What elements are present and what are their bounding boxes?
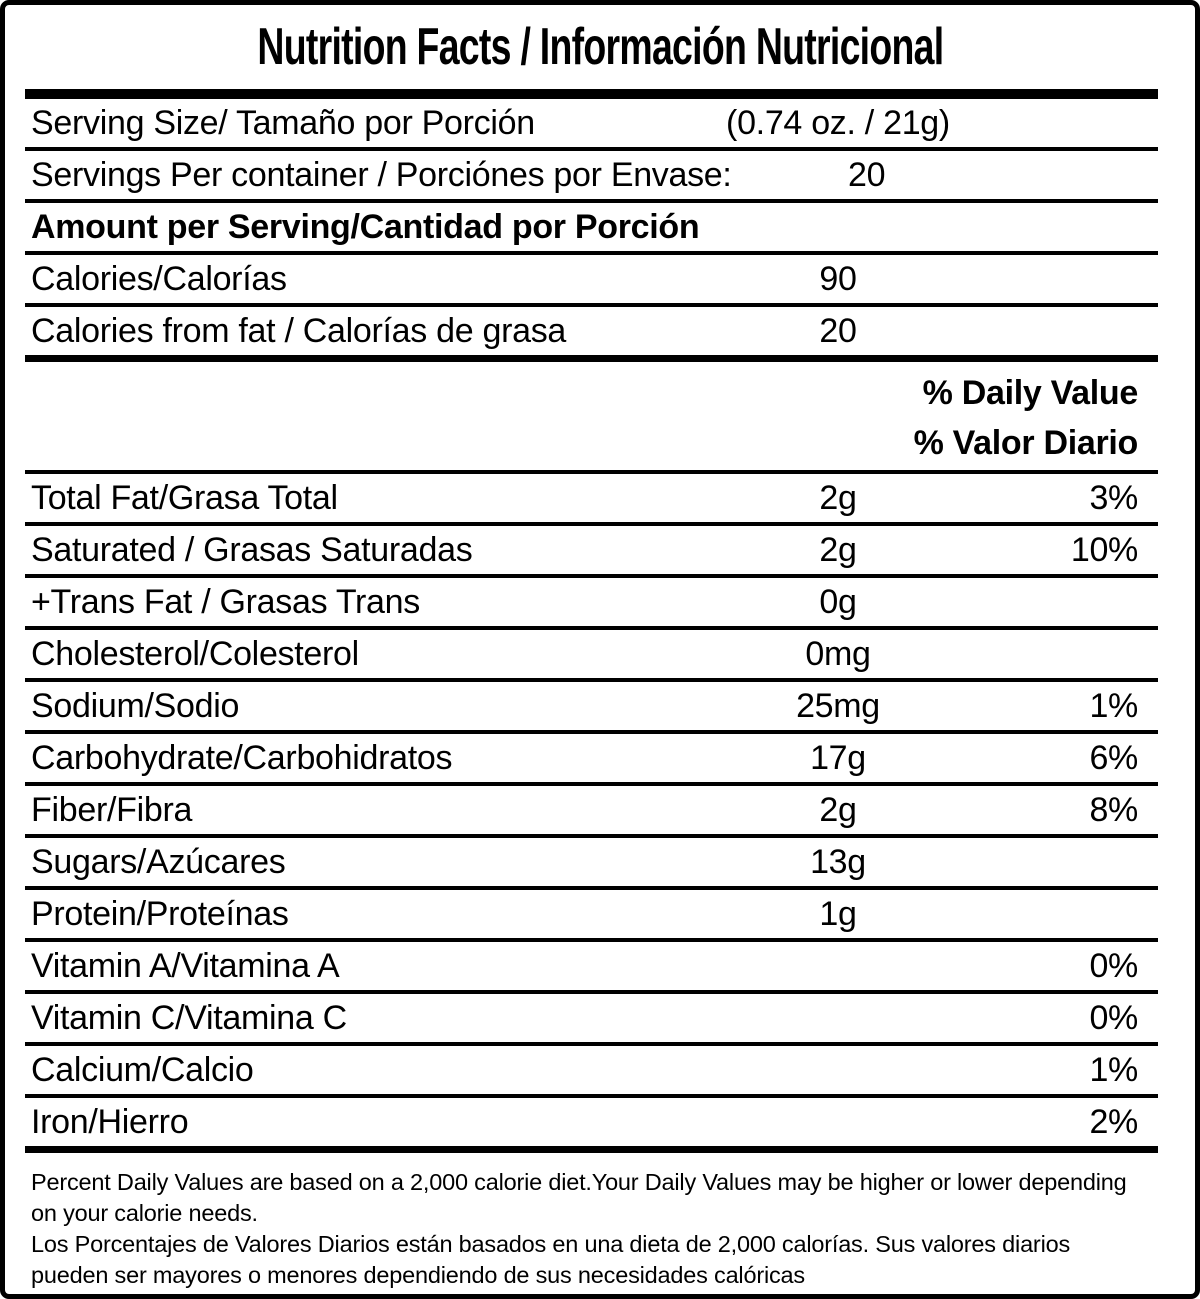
servings-per-container-value: 20 <box>847 155 886 194</box>
nutrient-percent: 2% <box>1089 1102 1138 1141</box>
nutrient-label: Protein/Proteínas <box>31 894 289 933</box>
calories-label: Calories/Calorías <box>31 259 287 298</box>
nutrient-value: 0g <box>819 582 857 621</box>
calories-value: 90 <box>819 259 857 298</box>
nutrient-percent: 10% <box>1070 530 1138 569</box>
footnotes <box>31 1167 1150 1291</box>
row-calories-from-fat <box>25 307 1158 362</box>
nutrient-label: Calcium/Calcio <box>31 1050 254 1089</box>
nutrient-label: Sodium/Sodio <box>31 686 240 725</box>
calories-from-fat-label: Calories from fat / Calorías de grasa <box>31 311 567 350</box>
row-total-fat <box>25 474 1158 526</box>
row-vitamin-c <box>25 994 1158 1046</box>
row-calories <box>25 255 1158 307</box>
nutrient-label: Total Fat/Grasa Total <box>31 478 338 517</box>
nutrient-label: Carbohydrate/Carbohidratos <box>31 738 453 777</box>
nutrient-label: Saturated / Grasas Saturadas <box>31 530 473 569</box>
nutrient-percent: 1% <box>1089 686 1138 725</box>
nutrition-table <box>25 89 1158 1153</box>
row-saturated-fat <box>25 526 1158 578</box>
amount-per-serving-header: Amount per Serving/Cantidad por Porción <box>31 207 700 246</box>
nutrient-label: Vitamin C/Vitamina C <box>31 998 347 1037</box>
nutrient-value: 2g <box>819 790 857 829</box>
row-sugars <box>25 838 1158 890</box>
row-sodium <box>25 682 1158 734</box>
servings-per-container-label: Servings Per container / Porciónes por Envase: <box>31 155 732 194</box>
footnote-spanish: Los Porcentajes de Valores Diarios están basados en una dieta de 2,000 calorías. Sus valores diarios pueden ser mayores o menores dependiendo de sus necesidades calóricas <box>31 1231 1071 1288</box>
nutrient-value: 2g <box>819 530 857 569</box>
row-trans-fat <box>25 578 1158 630</box>
nutrient-label: +Trans Fat / Grasas Trans <box>31 582 420 621</box>
row-vitamin-a <box>25 942 1158 994</box>
daily-value-header-en: % Daily Value <box>922 373 1138 412</box>
row-servings-per-container <box>25 151 1158 203</box>
nutrient-value: 17g <box>810 738 866 777</box>
serving-size-value: (0.74 oz. / 21g) <box>726 103 950 142</box>
nutrient-value: 25mg <box>796 686 880 725</box>
nutrient-percent: 0% <box>1089 946 1138 985</box>
nutrient-value: 1g <box>819 894 857 933</box>
nutrient-percent: 0% <box>1089 998 1138 1037</box>
row-iron <box>25 1098 1158 1153</box>
row-amount-per-serving <box>25 203 1158 255</box>
title-separator-bar <box>25 89 1158 99</box>
daily-value-header-block <box>25 362 1158 474</box>
label-header <box>5 5 1195 89</box>
nutrient-label: Vitamin A/Vitamina A <box>31 946 340 985</box>
row-carbohydrate <box>25 734 1158 786</box>
nutrient-label: Cholesterol/Colesterol <box>31 634 359 673</box>
nutrient-percent: 8% <box>1089 790 1138 829</box>
nutrient-value: 0mg <box>805 634 871 673</box>
daily-value-header-es: % Valor Diario <box>913 423 1138 462</box>
serving-size-label: Serving Size/ Tamaño por Porción <box>31 103 535 142</box>
nutrient-percent: 6% <box>1089 738 1138 777</box>
nutrient-label: Sugars/Azúcares <box>31 842 286 881</box>
row-calcium <box>25 1046 1158 1098</box>
row-serving-size <box>25 99 1158 151</box>
nutrient-percent: 3% <box>1089 478 1138 517</box>
row-fiber <box>25 786 1158 838</box>
row-cholesterol <box>25 630 1158 682</box>
nutrient-value: 13g <box>810 842 866 881</box>
row-protein <box>25 890 1158 942</box>
nutrient-value: 2g <box>819 478 857 517</box>
page-title: Nutrition Facts / Información Nutricional <box>256 18 944 76</box>
nutrient-percent: 1% <box>1089 1050 1138 1089</box>
footnote-english: Percent Daily Values are based on a 2,000 calorie diet.Your Daily Values may be higher or lower depending on your calorie needs. <box>31 1169 1127 1226</box>
calories-from-fat-value: 20 <box>819 311 857 350</box>
nutrient-label: Fiber/Fibra <box>31 790 193 829</box>
nutrient-label: Iron/Hierro <box>31 1102 189 1141</box>
